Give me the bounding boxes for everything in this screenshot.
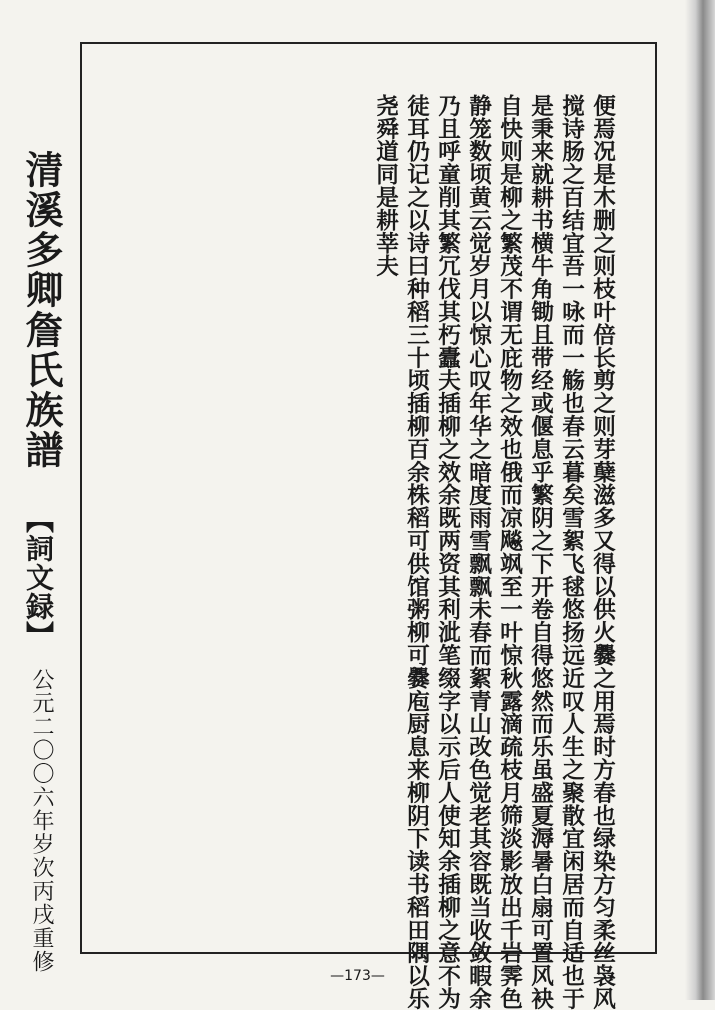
body-column-1: 便焉况是木删之则枝叶倍长剪之则芽蘖滋多又得以供火爨之用焉时方春也绿染方匀柔丝袅风 (589, 94, 616, 1010)
body-column-8: 尧舜道同是耕莘夫 (372, 94, 399, 278)
body-column-2: 搅诗肠之百结宜吾一咏而一觞也春云暮矣雪絮飞毬悠扬远近叹人生之聚散宜闲居而自适也于 (558, 94, 585, 1010)
body-column-7: 徒耳仍记之以诗曰种稻三十顷插柳百余株稻可供馆粥柳可爨庖厨息来柳阴下读书稻田隅以乐 (403, 94, 430, 1010)
section-label: 【詞文録】 (22, 505, 55, 650)
body-column-3: 是秉来就耕书横牛角锄且带经或偃息乎繁阴之下开卷自得悠然而乐虽盛夏溽暑白扇可置风袂 (527, 94, 554, 1010)
body-column-6: 乃且呼童削其繁冗伐其朽蠹夫插柳之效余既两资其利泚笔缀字以示后人使知余插柳之意不为 (434, 94, 461, 1010)
body-column-4: 自快则是柳之繁茂不谓无庇物之效也俄而凉飚飒至一叶惊秋露滴疏枝月筛淡影放出千岩霁色 (496, 94, 523, 1010)
page-number: —173— (330, 968, 385, 984)
page-binding-edge (685, 0, 715, 1000)
body-column-5: 静笼数顷黄云觉岁月以惊心叹年华之暗度雨雪飘飘未春而絮青山改色觉老其容既当收敛暇余 (465, 94, 492, 1010)
edition-year: 公元二〇〇六年岁次丙戌重修 (29, 668, 54, 974)
book-title: 清溪多卿詹氏族譜 (19, 150, 64, 470)
